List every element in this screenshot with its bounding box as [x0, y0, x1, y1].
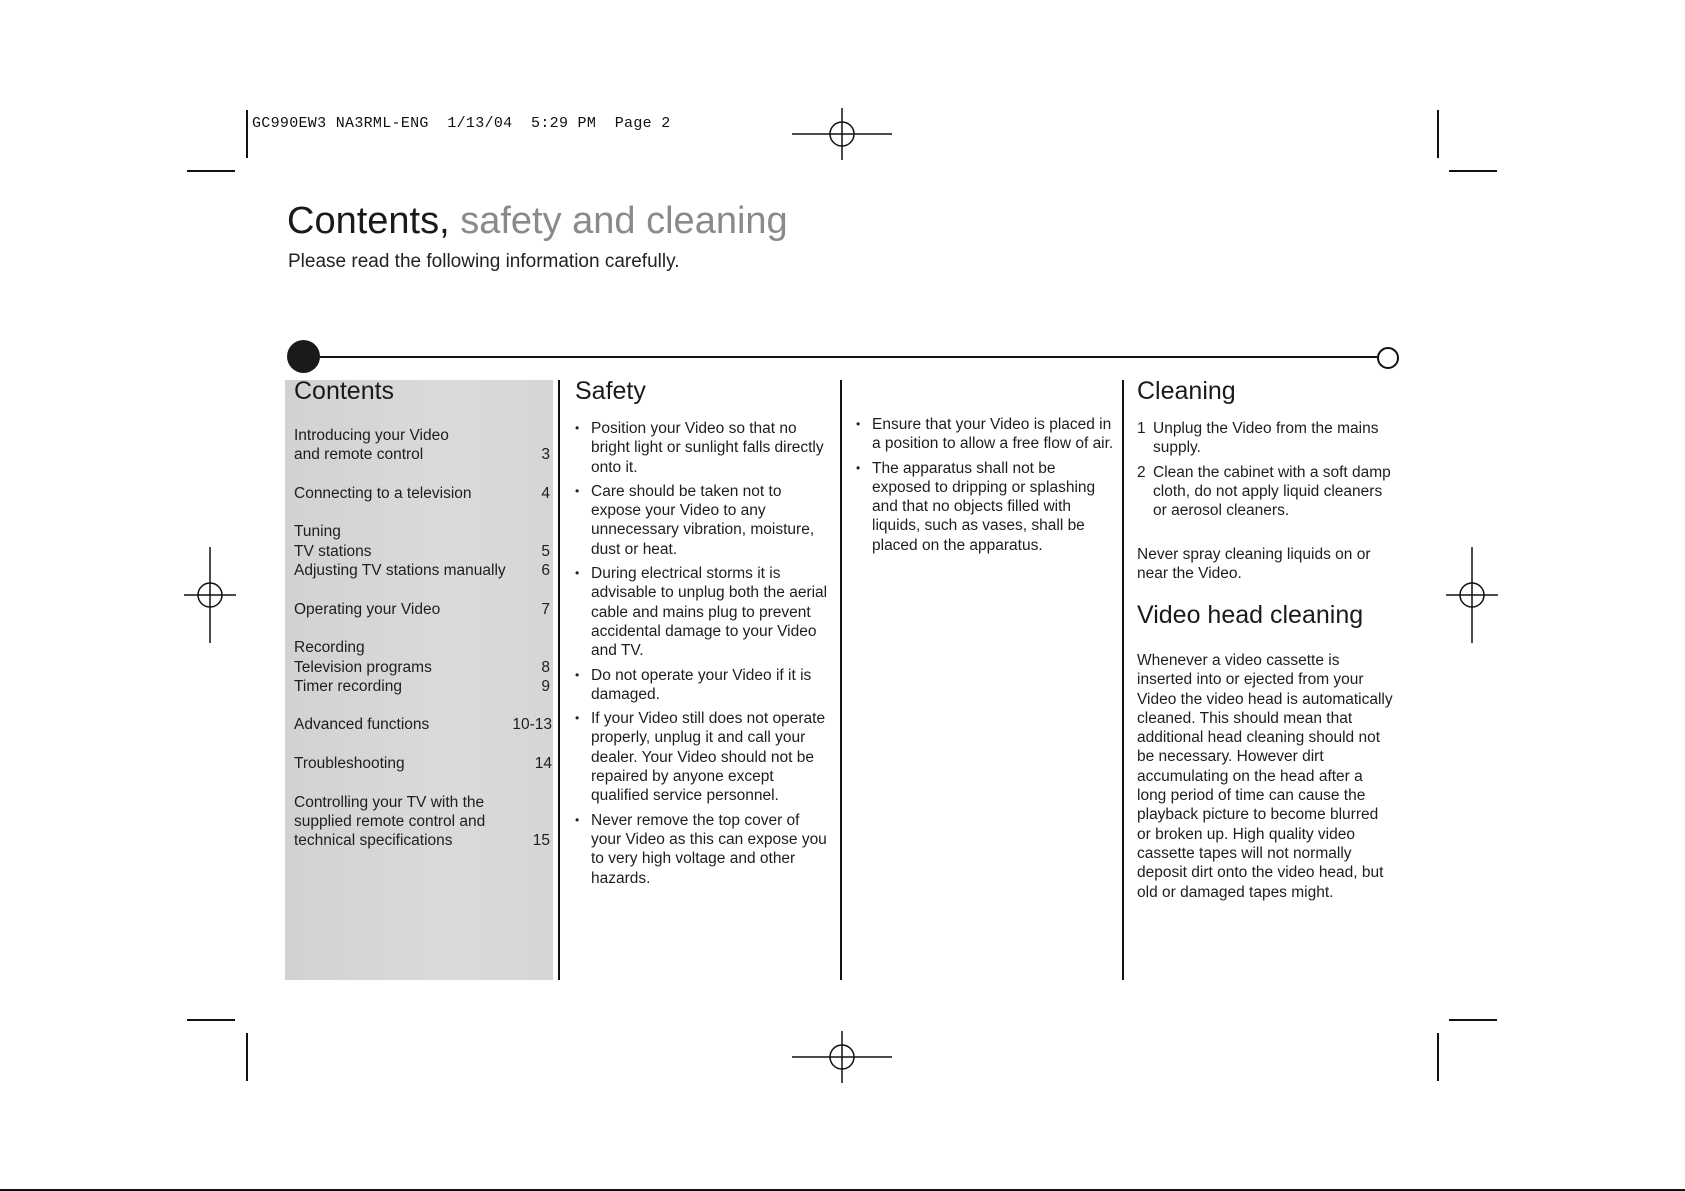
- step-number: 1: [1137, 420, 1146, 437]
- toc-page: 9: [541, 677, 550, 695]
- toc-line: Introducing your Video: [294, 427, 449, 444]
- toc-line: Troubleshooting: [294, 755, 405, 773]
- column-divider: [1122, 380, 1124, 980]
- page-title-dark: Contents,: [287, 200, 450, 242]
- column-divider: [558, 380, 560, 980]
- video-head-text: Whenever a video cassette is inserted into or ejected from your Video the video head is automatically cleaned. This should mean that additional head cleaning should not be necessary. However dirt accumulating on the head after a long period of time can cause the playback picture to become blurred or broken up. High quality video cassette tapes will not normally deposit dirt onto the video head, but old or damaged tapes might.: [1137, 652, 1393, 901]
- toc-line: Timer recording: [294, 677, 402, 695]
- column-divider: [840, 380, 842, 980]
- toc-entry: [294, 484, 550, 503]
- list-item: • If your Video still does not operate properly, unplug it and call your dealer. Your Video should not be repaired by anyone except qualified service personnel.: [575, 709, 833, 805]
- toc-entry: [294, 638, 550, 696]
- toc-line: and remote control: [294, 446, 424, 464]
- step-number: 2: [1137, 463, 1146, 481]
- toc-page: 5: [541, 542, 550, 560]
- list-item: [1137, 419, 1395, 458]
- toc-line: Television programs: [294, 658, 432, 676]
- toc-entry: [294, 715, 550, 734]
- step-text: Clean the cabinet with a soft damp cloth, do not apply liquid cleaners or aerosol cleaners.: [1153, 463, 1391, 520]
- toc-page: 4: [541, 484, 550, 502]
- safety-list-2: [856, 415, 1116, 560]
- list-item: • Care should be taken not to expose your Video to any unnecessary vibration, moisture, dust or heat.: [575, 482, 833, 559]
- step-text: Unplug the Video from the mains supply.: [1153, 420, 1379, 457]
- print-slug: GC990EW3 NA3RML-ENG 1/13/04 5:29 PM Page 2: [252, 115, 671, 132]
- page-subtitle: Please read the following information carefully.: [288, 251, 680, 272]
- toc-line: supplied remote control and: [294, 812, 486, 830]
- toc-page: 6: [541, 562, 550, 580]
- toc-line: Recording: [294, 639, 365, 657]
- toc-entry: [294, 426, 550, 465]
- toc-page: 15: [532, 832, 550, 850]
- toc-entry: [294, 793, 550, 851]
- list-item: • Position your Video so that no bright light or sunlight falls directly onto it.: [575, 419, 833, 477]
- filled-circle-icon: [287, 340, 320, 373]
- toc-line: Adjusting TV stations manually: [294, 562, 506, 580]
- safety-list-1: [575, 419, 833, 893]
- toc-page: 10-13: [512, 716, 552, 734]
- toc-entry: [294, 522, 550, 580]
- toc-page: 3: [541, 446, 550, 464]
- toc-line: Tuning: [294, 523, 341, 541]
- toc-page: 8: [541, 658, 550, 676]
- section-rule: [304, 356, 1386, 358]
- registration-mark-bottom-icon: [790, 1031, 894, 1083]
- page-title: [287, 200, 788, 243]
- registration-mark-left-icon: [184, 545, 236, 645]
- toc-line: Operating your Video: [294, 600, 441, 618]
- toc-page: 14: [534, 755, 552, 773]
- list-item: • Do not operate your Video if it is damaged.: [575, 666, 833, 705]
- toc-line: Advanced functions: [294, 716, 430, 734]
- cleaning-heading: Cleaning: [1137, 377, 1236, 405]
- safety-heading: Safety: [575, 377, 646, 405]
- list-item: • The apparatus shall not be exposed to dripping or splashing and that no objects filled with liquids, such as vases, shall be placed on the apparatus.: [856, 459, 1116, 555]
- page-title-light: safety and cleaning: [460, 200, 788, 242]
- list-item: • Never remove the top cover of your Video as this can expose you to very high voltage and other hazards.: [575, 811, 833, 888]
- toc-line: Connecting to a television: [294, 484, 472, 502]
- contents-list: [294, 426, 550, 870]
- toc-entry: [294, 754, 550, 773]
- list-item: • Ensure that your Video is placed in a position to allow a free flow of air.: [856, 415, 1116, 454]
- toc-page: 7: [541, 600, 550, 618]
- toc-line: TV stations: [294, 542, 372, 560]
- toc-line: technical specifications: [294, 832, 453, 850]
- registration-mark-right-icon: [1446, 545, 1498, 645]
- contents-heading: Contents: [294, 377, 395, 405]
- list-item: [1137, 463, 1395, 521]
- registration-mark-top-icon: [790, 108, 894, 160]
- video-head-heading: Video head cleaning: [1137, 601, 1364, 629]
- cleaning-steps: [1137, 419, 1395, 525]
- cleaning-note: Never spray cleaning liquids on or near the Video.: [1137, 546, 1371, 583]
- toc-entry: [294, 600, 550, 619]
- list-item: • During electrical storms it is advisable to unplug both the aerial cable and mains plug to prevent accidental damage to your Video and TV.: [575, 564, 833, 660]
- toc-line: Controlling your TV with the: [294, 793, 485, 811]
- open-circle-icon: [1377, 347, 1399, 369]
